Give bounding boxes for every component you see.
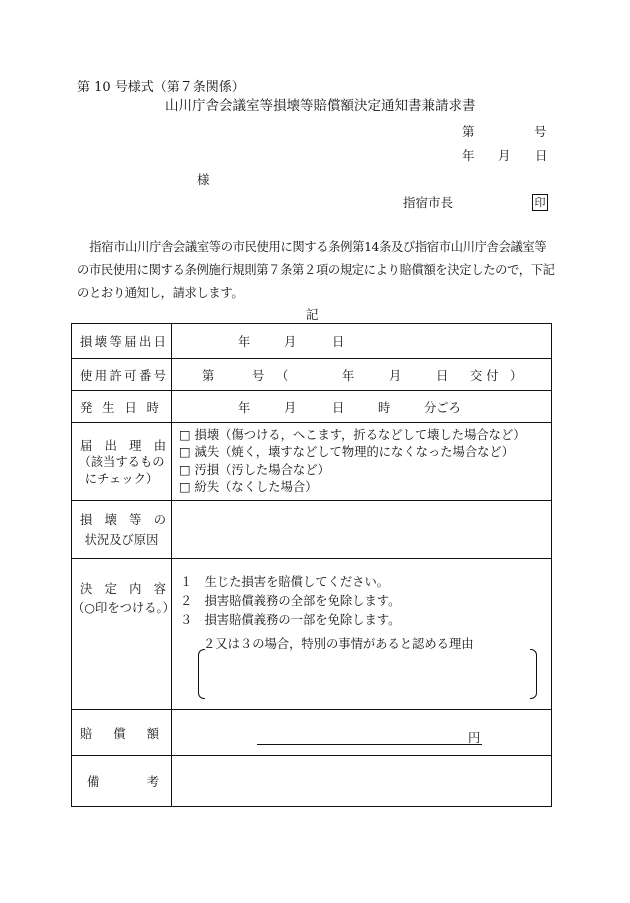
row-permit-number	[72, 359, 552, 391]
decision-item-1[interactable]: １ 生じた損害を賠償してください。	[180, 575, 390, 589]
value-remarks[interactable]	[172, 756, 552, 807]
label-situation: 損 壊 等 の 状況及び原因	[72, 501, 172, 559]
label-occurrence: 発 生 日 時	[80, 400, 159, 415]
label-remarks: 備 考	[87, 775, 159, 789]
row-compensation	[72, 710, 552, 756]
option-lost[interactable]: □ 紛失（なくした場合）	[179, 480, 318, 494]
issuer: 指宿市長	[403, 195, 454, 210]
decision-reason-note: ２又は３の場合，特別の事情があると認める理由	[203, 637, 474, 651]
row-decision	[72, 559, 552, 710]
row-occurrence	[72, 391, 552, 423]
option-damage[interactable]: □ 損壊（傷つける，へこます，折るなどして壊した場合など）	[179, 427, 526, 442]
row-reason	[72, 423, 552, 501]
value-report-date[interactable]: 年 月 日	[172, 324, 552, 359]
doc-number-suffix: 号	[534, 124, 547, 139]
date-year: 年	[462, 148, 475, 163]
label-permit-number: 使 用 許 可 番 号	[80, 368, 166, 383]
amount-underline	[257, 744, 482, 745]
seal-box: 印	[532, 194, 548, 211]
document-title: 山川庁舎会議室等損壊等賠償額決定通知書兼請求書	[165, 98, 476, 114]
value-decision	[172, 559, 552, 710]
value-permit-number[interactable]: 第 号 （ 年 月 日 交 付 ）	[172, 359, 552, 391]
decision-item-3[interactable]: ３ 損害賠償義務の一部を免除します。	[180, 613, 401, 627]
value-occurrence[interactable]: 年 月 日 時 分ごろ	[172, 391, 552, 423]
reason-bracket-field[interactable]	[198, 649, 537, 697]
date-month: 月	[498, 148, 511, 163]
row-situation	[72, 501, 552, 559]
label-decision: 決 定 内 容 （○印をつける。）	[72, 559, 172, 710]
value-compensation[interactable]	[172, 710, 552, 756]
bracket-right	[530, 649, 537, 699]
doc-number-prefix: 第	[462, 124, 475, 139]
decision-item-2[interactable]: ２ 損害賠償義務の全部を免除します。	[180, 594, 401, 608]
form-number: 第 10 号様式（第７条関係）	[77, 80, 245, 95]
value-situation[interactable]	[172, 501, 552, 559]
row-remarks	[72, 756, 552, 807]
yen-unit: 円	[468, 731, 481, 745]
label-report-date: 損 壊 等 届 出 日	[80, 335, 166, 349]
addressee-suffix: 様	[197, 172, 210, 187]
reason-options	[172, 423, 552, 501]
body-text: 指宿市山川庁舎会議室等の市民使用に関する条例第14条及び指宿市山川庁舎会議室等の市民使用に関する条例施行規則第７条第２項の規定により賠償額を決定したので，下記のとおり通知し，請求します。	[77, 240, 555, 300]
option-soiled[interactable]: □ 汚損（汚した場合など）	[179, 462, 330, 477]
bracket-left	[198, 649, 205, 699]
label-compensation: 賠 償 額	[80, 726, 159, 741]
label-reason: 届 出 理 由 （該当するもの にチェック）	[72, 423, 172, 501]
date-day: 日	[535, 148, 548, 163]
ki-heading: 記	[306, 307, 319, 322]
option-destroyed[interactable]: □ 滅失（焼く，壊すなどして物理的になくなった場合など）	[179, 445, 515, 459]
row-report-date	[72, 324, 552, 359]
form-table	[71, 323, 552, 807]
